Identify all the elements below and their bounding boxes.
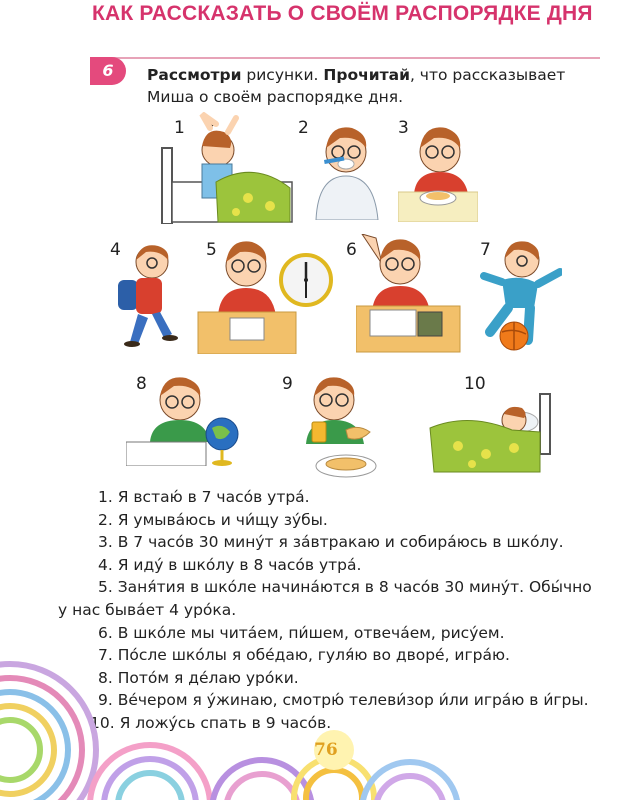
picture-number-10: 10 <box>464 374 486 394</box>
picture-number-3: 3 <box>398 118 409 138</box>
illustration-school-starts <box>196 236 336 354</box>
picture-number-6: 6 <box>346 240 357 260</box>
instruction-text-2: , что рассказывает Миша о своём распорядке дня. <box>147 66 566 106</box>
sentence-4: 4. Я иду́ в шко́лу в 8 часо́в утра́. <box>98 555 362 574</box>
illustration-dinner <box>290 372 382 480</box>
picture-number-9: 9 <box>282 374 293 394</box>
decorative-circles <box>0 640 624 800</box>
illustration-going-to-bed <box>428 392 552 474</box>
illustration-homework <box>126 372 242 466</box>
sentence-5-continuation: у нас быва́ет 4 уро́ка. <box>58 600 237 619</box>
sentence-7: 7. По́сле шко́лы я обе́даю, гуля́ю во дворе́, игра́ю. <box>98 646 510 665</box>
sentence-2: 2. Я умыва́юсь и чи́щу зу́бы. <box>98 510 328 529</box>
illustration-going-to-school <box>116 238 180 350</box>
illustration-in-class <box>356 234 462 354</box>
task-number-badge: 6 <box>90 57 126 85</box>
sentence-6: 6. В шко́ле мы чита́ем, пи́шем, отвеча́ем, рису́ем. <box>98 623 505 642</box>
sentence-3: 3. В 7 часо́в 30 мину́т я за́втракаю и собира́юсь в шко́лу. <box>98 533 564 552</box>
picture-number-1: 1 <box>174 118 185 138</box>
sentence-8: 8. Пото́м я де́лаю уро́ки. <box>98 668 299 687</box>
picture-number-7: 7 <box>480 240 491 260</box>
task-divider <box>108 57 600 59</box>
sentence-9: 9. Ве́чером я у́жинаю, смотрю́ телеви́зор и́ли игра́ю в и́гры. <box>98 691 589 710</box>
instruction-text-1: рисунки. <box>241 66 324 84</box>
page-heading: КАК РАССКАЗАТЬ О СВОЁМ РАСПОРЯДКЕ ДНЯ <box>92 2 593 25</box>
instruction-verb-read: Прочитай <box>323 66 410 84</box>
illustration-waking-up <box>158 112 298 224</box>
page-number: 76 <box>314 740 338 760</box>
sentence-5: 5. Заня́тия в шко́ле начина́ются в 8 часо́в 30 мину́т. Обы́чно <box>98 578 592 597</box>
illustration-breakfast <box>398 118 478 222</box>
illustration-brushing-teeth <box>302 114 392 220</box>
picture-number-8: 8 <box>136 374 147 394</box>
picture-number-5: 5 <box>206 240 217 260</box>
picture-number-2: 2 <box>298 118 309 138</box>
instruction-verb-look: Рассмотри <box>147 66 242 84</box>
picture-number-4: 4 <box>110 240 121 260</box>
task-instruction <box>147 64 602 108</box>
illustration-after-school <box>472 236 562 352</box>
sentence-1: 1. Я встаю́ в 7 часо́в утра́. <box>98 488 310 506</box>
sentence-10: 10. Я ложу́сь спать в 9 часо́в. <box>90 713 332 732</box>
